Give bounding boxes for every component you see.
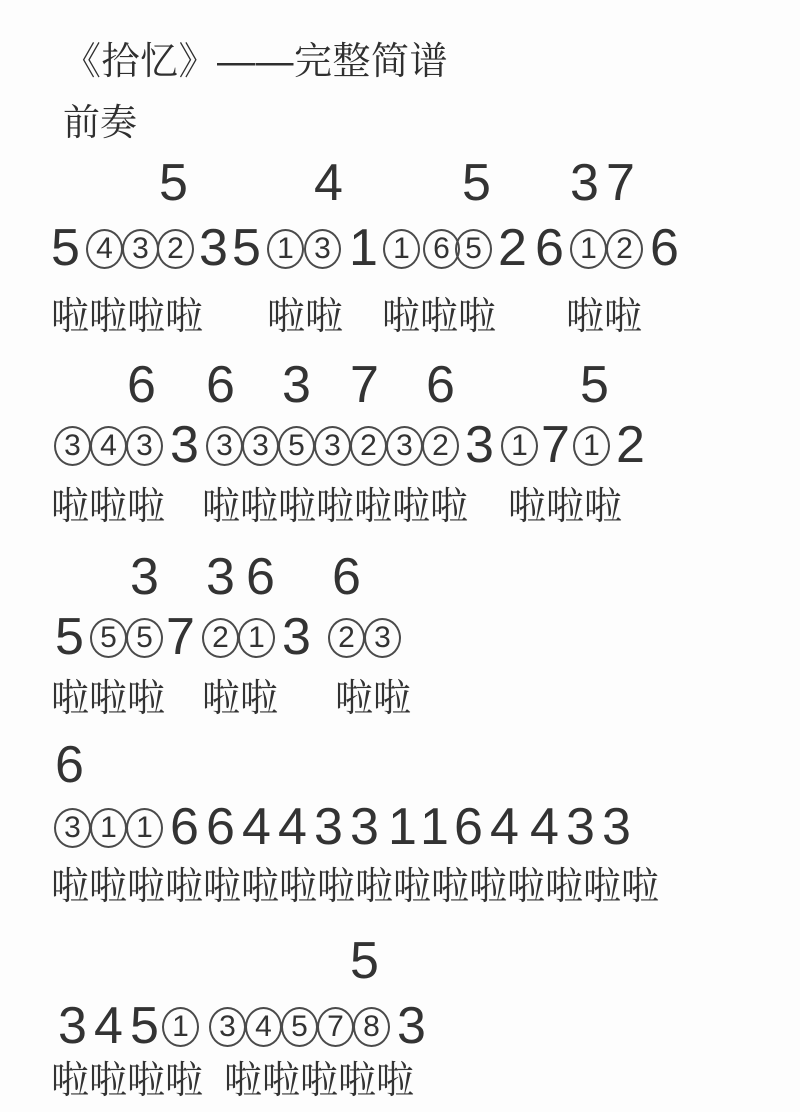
lyric-group: 啦啦啦 [51,678,166,720]
lyric-group: 啦啦啦啦 [51,1060,204,1102]
note-circled: 1 [383,229,420,269]
lyric-row-4 [0,866,800,928]
note-circled: 3 [386,426,423,466]
note: 7 [166,608,195,666]
note: 3 [170,416,199,474]
note-circled: 5 [455,229,492,269]
high-note-row-5 [0,932,800,997]
note-circled: 2 [422,426,459,466]
high-note: 3 [282,356,311,414]
high-note: 6 [55,736,84,794]
note: 6 [170,798,199,856]
note-circled: 8 [353,1007,390,1047]
note: 3 [199,219,228,277]
note: 3 [465,416,494,474]
note-circled: 7 [317,1007,354,1047]
note-circled: 1 [238,618,275,658]
note: 4 [242,798,271,856]
note-circled: 1 [573,426,610,466]
note-circled: 3 [54,426,91,466]
note-circled: 3 [242,426,279,466]
note: 1 [388,798,417,856]
lyric-row-5 [0,1060,800,1112]
high-note: 3 [570,154,599,212]
lyric-row-3 [0,678,800,740]
note: 6 [650,219,679,277]
lyric-group: 啦啦啦啦 [51,296,204,338]
note: 2 [616,416,645,474]
note: 4 [530,798,559,856]
note: 5 [51,219,80,277]
lyric-group: 啦啦啦 [382,296,497,338]
high-note: 3 [130,548,159,606]
note-circled: 2 [606,229,643,269]
lyric-group: 啦啦啦啦啦啦啦啦啦啦啦啦啦啦啦啦 [51,866,660,908]
high-note: 5 [159,154,188,212]
note: 3 [58,997,87,1055]
note-row-4 [0,798,800,863]
note: 4 [490,798,519,856]
note: 5 [130,997,159,1055]
lyric-group: 啦啦 [566,296,643,338]
note-circled: 1 [501,426,538,466]
note: 3 [566,798,595,856]
note-circled: 3 [206,426,243,466]
high-note: 5 [580,356,609,414]
note-circled: 1 [162,1007,199,1047]
note-circled: 4 [86,229,123,269]
note: 1 [349,219,378,277]
high-note: 5 [462,154,491,212]
note: 4 [94,997,123,1055]
note: 3 [602,798,631,856]
note: 3 [350,798,379,856]
lyric-row-2 [0,486,800,548]
high-note: 7 [350,356,379,414]
note-row-3 [0,608,800,673]
note-circled: 3 [209,1007,246,1047]
high-note: 6 [246,548,275,606]
high-note-row-4 [0,736,800,801]
high-note-row-1 [0,154,800,219]
note-circled: 6 [423,229,460,269]
note: 3 [397,997,426,1055]
high-note: 6 [206,356,235,414]
note: 3 [282,608,311,666]
high-note: 3 [206,548,235,606]
note-circled: 3 [122,229,159,269]
note-circled: 3 [364,618,401,658]
note-circled: 3 [314,426,351,466]
high-note: 5 [350,932,379,990]
note-circled: 4 [90,426,127,466]
lyric-group: 啦啦啦 [508,486,623,528]
high-note: 6 [332,548,361,606]
lyric-group: 啦啦 [267,296,344,338]
note-circled: 3 [54,808,91,848]
lyric-group: 啦啦 [335,678,412,720]
high-note-row-3 [0,548,800,613]
note-circled: 2 [157,229,194,269]
page-title: 《拾忆》——完整简谱 [63,41,449,83]
note-row-5 [0,997,800,1062]
lyric-group: 啦啦啦 [51,486,166,528]
section-label-prelude: 前奏 [63,102,137,143]
note-circled: 1 [126,808,163,848]
note: 5 [55,608,84,666]
note: 4 [278,798,307,856]
note-circled: 5 [126,618,163,658]
note: 6 [206,798,235,856]
note-circled: 3 [304,229,341,269]
note-circled: 3 [126,426,163,466]
note-row-1 [0,219,800,284]
note-circled: 5 [281,1007,318,1047]
note: 2 [498,219,527,277]
high-note: 6 [426,356,455,414]
lyric-row-1 [0,296,800,358]
note-circled: 1 [90,808,127,848]
note: 3 [314,798,343,856]
note: 5 [232,219,261,277]
lyric-group: 啦啦 [202,678,279,720]
note-circled: 1 [570,229,607,269]
high-note: 7 [606,154,635,212]
note-circled: 4 [245,1007,282,1047]
high-note: 4 [314,154,343,212]
note-circled: 5 [278,426,315,466]
high-note-row-2 [0,356,800,421]
lyric-group: 啦啦啦啦啦啦啦 [202,486,469,528]
note-circled: 1 [267,229,304,269]
note: 7 [541,416,570,474]
high-note: 6 [127,356,156,414]
lyric-group: 啦啦啦啦啦 [224,1060,415,1102]
note-circled: 2 [350,426,387,466]
note-circled: 5 [90,618,127,658]
note-circled: 2 [202,618,239,658]
note: 6 [454,798,483,856]
note-row-2 [0,416,800,481]
note: 6 [535,219,564,277]
note: 1 [420,798,449,856]
note-circled: 2 [328,618,365,658]
